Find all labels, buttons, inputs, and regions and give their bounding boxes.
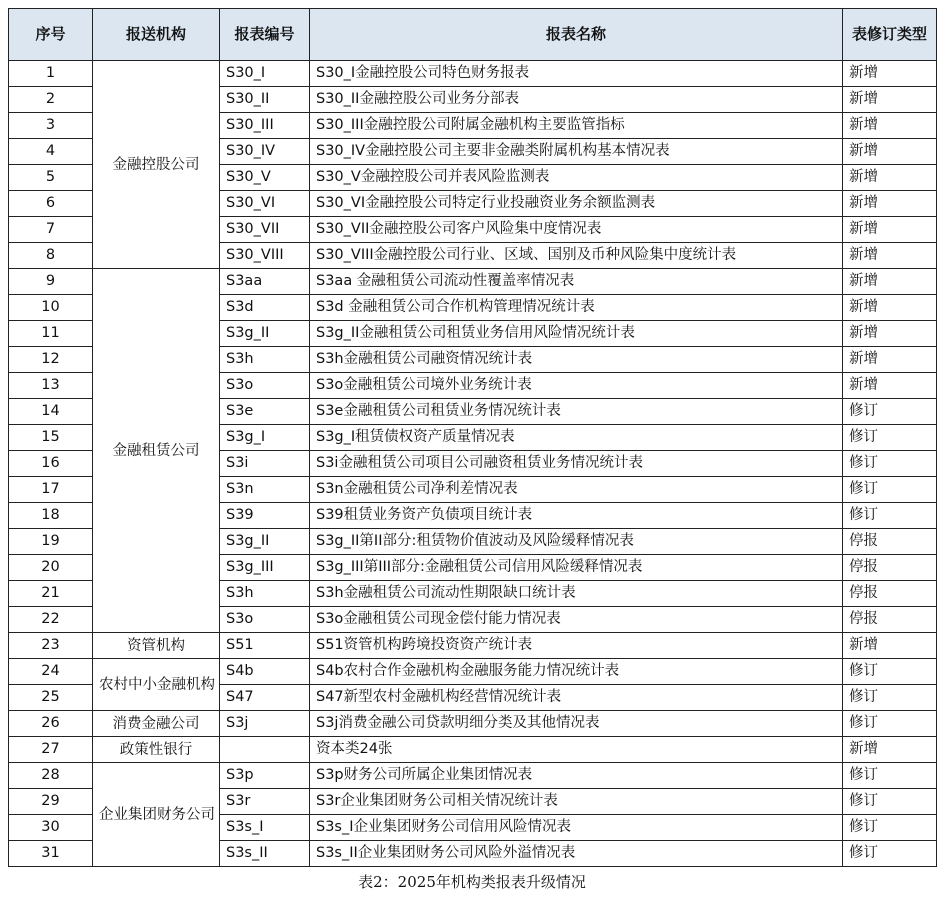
row-type: 修订 — [843, 711, 937, 737]
row-name: 资本类24张 — [310, 737, 843, 763]
row-name: S30_V金融控股公司并表风险监测表 — [310, 165, 843, 191]
header-cell-type: 表修订类型 — [843, 9, 937, 61]
row-name: S3g_III第III部分:金融租赁公司信用风险缓释情况表 — [310, 555, 843, 581]
row-code: S3j — [220, 711, 310, 737]
row-name: S30_VII金融控股公司客户风险集中度情况表 — [310, 217, 843, 243]
row-code: S3s_II — [220, 841, 310, 867]
row-type: 新增 — [843, 373, 937, 399]
row-org: 金融租赁公司 — [93, 269, 220, 633]
row-name: S3j消费金融公司贷款明细分类及其他情况表 — [310, 711, 843, 737]
row-number: 27 — [9, 737, 93, 763]
row-number: 2 — [9, 87, 93, 113]
row-type: 修订 — [843, 503, 937, 529]
row-type: 修订 — [843, 815, 937, 841]
row-number: 18 — [9, 503, 93, 529]
row-number: 29 — [9, 789, 93, 815]
row-code: S4b — [220, 659, 310, 685]
row-code: S3o — [220, 373, 310, 399]
row-name: S4b农村合作金融机构金融服务能力情况统计表 — [310, 659, 843, 685]
row-number: 28 — [9, 763, 93, 789]
row-name: S3g_II金融租赁公司租赁业务信用风险情况统计表 — [310, 321, 843, 347]
row-code: S3h — [220, 347, 310, 373]
row-code: S3g_III — [220, 555, 310, 581]
row-name: S3i金融租赁公司项目公司融资租赁业务情况统计表 — [310, 451, 843, 477]
table-row — [9, 269, 937, 295]
row-code: S51 — [220, 633, 310, 659]
row-code: S3g_I — [220, 425, 310, 451]
row-type: 新增 — [843, 61, 937, 87]
row-type: 新增 — [843, 139, 937, 165]
row-code: S3n — [220, 477, 310, 503]
row-org: 农村中小金融机构 — [93, 659, 220, 711]
row-number: 1 — [9, 61, 93, 87]
row-code: S3r — [220, 789, 310, 815]
header-cell-name: 报表名称 — [310, 9, 843, 61]
row-name: S30_I金融控股公司特色财务报表 — [310, 61, 843, 87]
report-table — [8, 8, 937, 867]
row-number: 25 — [9, 685, 93, 711]
row-name: S3e金融租赁公司租赁业务情况统计表 — [310, 399, 843, 425]
row-type: 修订 — [843, 425, 937, 451]
header-cell-org: 报送机构 — [93, 9, 220, 61]
row-name: S39租赁业务资产负债项目统计表 — [310, 503, 843, 529]
row-name: S3s_I企业集团财务公司信用风险情况表 — [310, 815, 843, 841]
table-row — [9, 659, 937, 685]
row-name: S3o金融租赁公司现金偿付能力情况表 — [310, 607, 843, 633]
table-caption: 表2：2025年机构类报表升级情况 — [358, 873, 586, 891]
row-type: 修订 — [843, 399, 937, 425]
row-number: 20 — [9, 555, 93, 581]
row-name: S3n金融租赁公司净利差情况表 — [310, 477, 843, 503]
row-name: S3aa 金融租赁公司流动性覆盖率情况表 — [310, 269, 843, 295]
row-code: S30_VIII — [220, 243, 310, 269]
row-number: 30 — [9, 815, 93, 841]
row-name: S3r企业集团财务公司相关情况统计表 — [310, 789, 843, 815]
row-type: 新增 — [843, 321, 937, 347]
row-code: S3o — [220, 607, 310, 633]
row-name: S3s_II企业集团财务公司风险外溢情况表 — [310, 841, 843, 867]
row-code: S3e — [220, 399, 310, 425]
row-org: 资管机构 — [93, 633, 220, 659]
row-code: S30_IV — [220, 139, 310, 165]
row-code: S30_II — [220, 87, 310, 113]
row-number: 21 — [9, 581, 93, 607]
row-type: 新增 — [843, 295, 937, 321]
row-name: S51资管机构跨境投资资产统计表 — [310, 633, 843, 659]
row-code: S3d — [220, 295, 310, 321]
row-org: 金融控股公司 — [93, 61, 220, 269]
table-row — [9, 711, 937, 737]
row-code — [220, 737, 310, 763]
row-type: 修订 — [843, 763, 937, 789]
row-name: S30_VI金融控股公司特定行业投融资业务余额监测表 — [310, 191, 843, 217]
row-code: S30_III — [220, 113, 310, 139]
row-code: S30_I — [220, 61, 310, 87]
row-code: S3aa — [220, 269, 310, 295]
row-name: S30_VIII金融控股公司行业、区域、国别及币种风险集中度统计表 — [310, 243, 843, 269]
row-code: S3g_II — [220, 321, 310, 347]
row-type: 新增 — [843, 191, 937, 217]
table-body — [9, 61, 937, 867]
row-name: S30_IV金融控股公司主要非金融类附属机构基本情况表 — [310, 139, 843, 165]
row-type: 停报 — [843, 581, 937, 607]
row-name: S30_II金融控股公司业务分部表 — [310, 87, 843, 113]
row-type: 新增 — [843, 165, 937, 191]
row-number: 10 — [9, 295, 93, 321]
table-row — [9, 737, 937, 763]
row-type: 新增 — [843, 737, 937, 763]
table-row — [9, 763, 937, 789]
row-org: 政策性银行 — [93, 737, 220, 763]
row-type: 停报 — [843, 607, 937, 633]
document-page — [8, 8, 936, 892]
row-number: 3 — [9, 113, 93, 139]
row-number: 19 — [9, 529, 93, 555]
row-code: S30_VII — [220, 217, 310, 243]
row-type: 修订 — [843, 841, 937, 867]
row-org: 企业集团财务公司 — [93, 763, 220, 867]
row-name: S3h金融租赁公司流动性期限缺口统计表 — [310, 581, 843, 607]
table-row — [9, 61, 937, 87]
row-number: 5 — [9, 165, 93, 191]
row-type: 修订 — [843, 477, 937, 503]
row-number: 24 — [9, 659, 93, 685]
row-number: 6 — [9, 191, 93, 217]
row-number: 11 — [9, 321, 93, 347]
row-type: 新增 — [843, 269, 937, 295]
row-type: 修订 — [843, 789, 937, 815]
row-type: 新增 — [843, 217, 937, 243]
row-type: 停报 — [843, 555, 937, 581]
row-code: S39 — [220, 503, 310, 529]
row-type: 停报 — [843, 529, 937, 555]
row-org: 消费金融公司 — [93, 711, 220, 737]
row-type: 新增 — [843, 347, 937, 373]
row-name: S3p财务公司所属企业集团情况表 — [310, 763, 843, 789]
row-code: S3g_II — [220, 529, 310, 555]
row-name: S3o金融租赁公司境外业务统计表 — [310, 373, 843, 399]
row-name: S3d 金融租赁公司合作机构管理情况统计表 — [310, 295, 843, 321]
row-number: 12 — [9, 347, 93, 373]
row-code: S3p — [220, 763, 310, 789]
row-code: S30_V — [220, 165, 310, 191]
row-number: 23 — [9, 633, 93, 659]
row-type: 新增 — [843, 87, 937, 113]
row-number: 31 — [9, 841, 93, 867]
table-row — [9, 633, 937, 659]
row-code: S30_VI — [220, 191, 310, 217]
row-number: 8 — [9, 243, 93, 269]
row-type: 修订 — [843, 451, 937, 477]
row-type: 修订 — [843, 659, 937, 685]
row-number: 22 — [9, 607, 93, 633]
row-code: S3h — [220, 581, 310, 607]
row-number: 16 — [9, 451, 93, 477]
header-cell-number: 序号 — [9, 9, 93, 61]
row-name: S47新型农村金融机构经营情况统计表 — [310, 685, 843, 711]
row-number: 17 — [9, 477, 93, 503]
header-cell-code: 报表编号 — [220, 9, 310, 61]
row-type: 新增 — [843, 113, 937, 139]
row-name: S3h金融租赁公司融资情况统计表 — [310, 347, 843, 373]
row-code: S3s_I — [220, 815, 310, 841]
row-name: S30_III金融控股公司附属金融机构主要监管指标 — [310, 113, 843, 139]
row-code: S3i — [220, 451, 310, 477]
table-header — [9, 9, 937, 61]
row-number: 26 — [9, 711, 93, 737]
row-number: 13 — [9, 373, 93, 399]
row-number: 9 — [9, 269, 93, 295]
row-name: S3g_I租赁债权资产质量情况表 — [310, 425, 843, 451]
row-number: 4 — [9, 139, 93, 165]
row-type: 修订 — [843, 685, 937, 711]
row-type: 新增 — [843, 243, 937, 269]
row-name: S3g_II第II部分:租赁物价值波动及风险缓释情况表 — [310, 529, 843, 555]
row-number: 15 — [9, 425, 93, 451]
row-code: S47 — [220, 685, 310, 711]
row-type: 新增 — [843, 633, 937, 659]
row-number: 14 — [9, 399, 93, 425]
row-number: 7 — [9, 217, 93, 243]
